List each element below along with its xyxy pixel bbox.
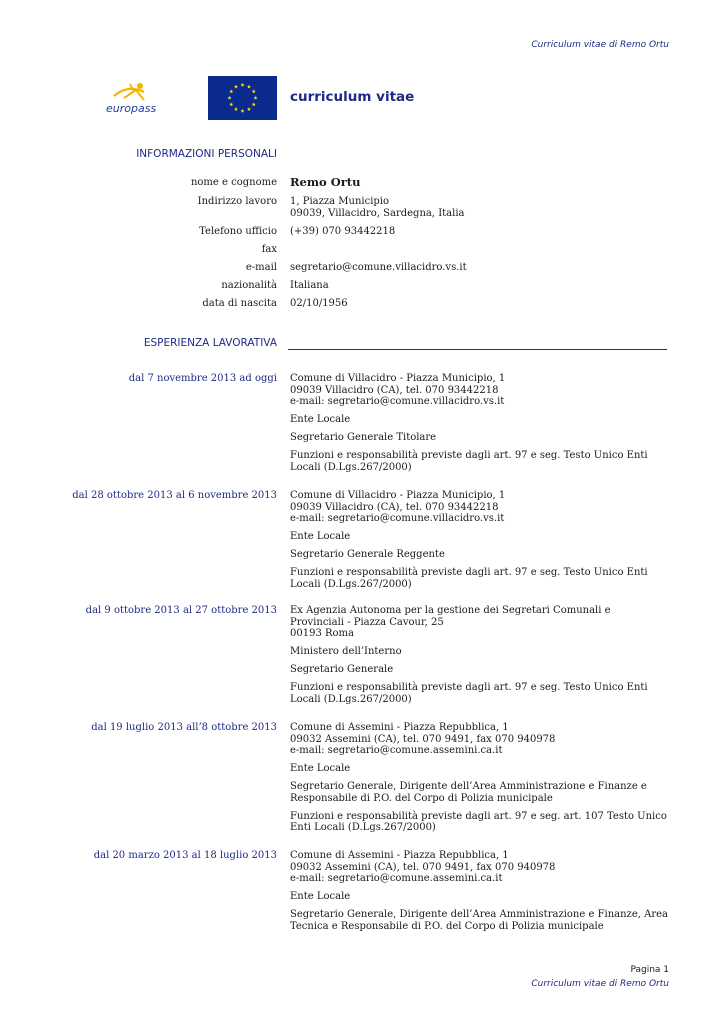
field-value: 02/10/1956 (290, 298, 348, 309)
eu-star-icon (234, 85, 238, 89)
experience-sector: Ente Locale (290, 763, 351, 774)
field-label: data di nascita (202, 298, 277, 309)
eu-star-icon (240, 83, 244, 87)
page-number: Pagina 1 (630, 965, 669, 975)
eu-stars-icon (208, 76, 277, 120)
experience-sector: Ente Locale (290, 531, 351, 542)
section-title-personal: INFORMAZIONI PERSONALI (136, 148, 277, 160)
field-label: Telefono ufficio (199, 226, 277, 237)
eu-star-icon (240, 109, 244, 113)
running-header: Curriculum vitae di Remo Ortu (531, 40, 669, 50)
europass-wordmark: europass (106, 102, 157, 115)
field-value: (+39) 070 93442218 (290, 226, 396, 237)
eu-star-icon (252, 102, 256, 106)
field-value: 1, Piazza Municipio 09039, Villacidro, Sardegna, Italia (290, 196, 465, 219)
field-label: e-mail (245, 262, 277, 273)
experience-role: Segretario Generale, Dirigente dell’Area Amministrazione e Finanze e Responsabile di P.O. del Corpo di Polizia municipale (290, 781, 647, 804)
experience-duties: Funzioni e responsabilità previste dagli art. 97 e seg. Testo Unico Enti Locali (D.Lgs.267/2000) (290, 682, 648, 705)
experience-duties: Funzioni e responsabilità previste dagli art. 97 e seg. Testo Unico Enti Locali (D.Lgs.267/2000) (290, 450, 648, 473)
eu-star-icon (229, 89, 233, 93)
eu-star-icon (252, 89, 256, 93)
experience-employer: Comune di Assemini - Piazza Repubblica, 1 09032 Assemini (CA), tel. 070 9491, fax 070 940978 e-mail: segretario@comune.assemini.ca.it (290, 722, 556, 756)
field-label: nome e cognome (190, 177, 277, 188)
experience-employer: Comune di Assemini - Piazza Repubblica, 1 09032 Assemini (CA), tel. 070 9491, fax 070 940978 e-mail: segretario@comune.assemini.ca.it (290, 850, 556, 884)
eu-star-icon (247, 107, 251, 111)
field-label: Indirizzo lavoro (197, 196, 277, 207)
eu-star-icon (253, 96, 257, 100)
experience-role: Segretario Generale Titolare (290, 432, 437, 443)
eu-star-icon (227, 96, 231, 100)
experience-period: dal 20 marzo 2013 al 18 luglio 2013 (93, 850, 277, 861)
experience-sector: Ente Locale (290, 414, 351, 425)
experience-role: Segretario Generale, Dirigente dell’Area Amministrazione e Finanze, Area Tecnica e Responsabile di P.O. del Corpo di Polizia municipale (290, 909, 668, 932)
experience-period: dal 7 novembre 2013 ad oggi (128, 373, 277, 384)
eu-star-icon (247, 85, 251, 89)
experience-duties: Funzioni e responsabilità previste dagli art. 97 e seg. Testo Unico Enti Locali (D.Lgs.267/2000) (290, 567, 648, 590)
experience-period: dal 9 ottobre 2013 al 27 ottobre 2013 (85, 605, 277, 616)
experience-employer: Comune di Villacidro - Piazza Municipio, 1 09039 Villacidro (CA), tel. 070 93442218 e-mail: segretario@comune.villacidro.vs.it (290, 490, 506, 524)
experience-sector: Ministero dell’Interno (290, 646, 402, 657)
field-label: nazionalità (221, 280, 277, 291)
europass-figure-icon (100, 80, 160, 116)
person-name: Remo Ortu (290, 175, 361, 189)
europass-logo (100, 80, 160, 116)
experience-employer: Comune di Villacidro - Piazza Municipio, 1 09039 Villacidro (CA), tel. 070 93442218 e-mail: segretario@comune.villacidro.vs.it (290, 373, 506, 407)
experience-role: Segretario Generale (290, 664, 394, 675)
eu-star-icon (234, 107, 238, 111)
running-footer: Curriculum vitae di Remo Ortu (531, 979, 669, 989)
field-label: fax (261, 244, 277, 255)
section-divider (288, 349, 667, 350)
experience-period: dal 28 ottobre 2013 al 6 novembre 2013 (72, 490, 277, 501)
experience-role: Segretario Generale Reggente (290, 549, 445, 560)
field-value: Italiana (290, 280, 329, 291)
experience-employer: Ex Agenzia Autonoma per la gestione dei Segretari Comunali e Provinciali - Piazza Cavour, 25 00193 Roma (290, 605, 611, 639)
experience-period: dal 19 luglio 2013 all’8 ottobre 2013 (91, 722, 277, 733)
document-title: curriculum vitae (290, 89, 415, 105)
eu-flag-logo (208, 76, 277, 120)
section-title-experience: ESPERIENZA LAVORATIVA (143, 337, 277, 349)
experience-sector: Ente Locale (290, 891, 351, 902)
eu-star-icon (229, 102, 233, 106)
experience-duties: Funzioni e responsabilità previste dagli art. 97 e seg. art. 107 Testo Unico Enti Locali (D.Lgs.267/2000) (290, 810, 667, 833)
field-value: segretario@comune.villacidro.vs.it (290, 262, 467, 273)
